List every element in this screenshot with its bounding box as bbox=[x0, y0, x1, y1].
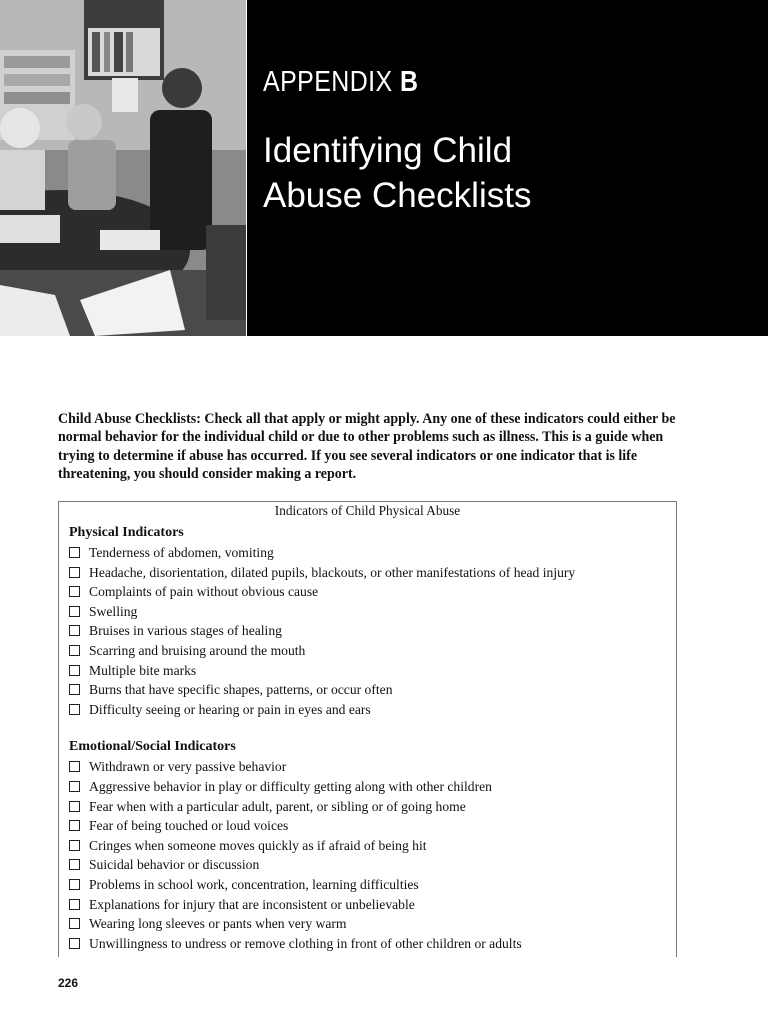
checklist-item[interactable]: Bruises in various stages of healing bbox=[69, 621, 676, 641]
checklist-item[interactable]: Wearing long sleeves or pants when very warm bbox=[69, 914, 676, 934]
checkbox[interactable] bbox=[69, 567, 80, 578]
checklist-item[interactable]: Scarring and bruising around the mouth bbox=[69, 641, 676, 661]
checkbox[interactable] bbox=[69, 625, 80, 636]
checkbox[interactable] bbox=[69, 704, 80, 715]
checklist-item[interactable]: Problems in school work, concentration, learning difficulties bbox=[69, 875, 676, 895]
checkbox[interactable] bbox=[69, 645, 80, 656]
checkbox[interactable] bbox=[69, 899, 80, 910]
checklist-item[interactable]: Aggressive behavior in play or difficulty getting along with other children bbox=[69, 777, 676, 797]
checklist-item[interactable]: Fear of being touched or loud voices bbox=[69, 816, 676, 836]
appendix-label bbox=[263, 66, 418, 99]
section-spacer bbox=[59, 719, 676, 737]
chapter-title bbox=[263, 128, 753, 218]
checkbox[interactable] bbox=[69, 586, 80, 597]
chapter-title-line-1: Identifying Child bbox=[263, 131, 513, 170]
checklist-item[interactable]: Tenderness of abdomen, vomiting bbox=[69, 543, 676, 563]
physical-indicators-list bbox=[59, 543, 676, 719]
checklist-item[interactable]: Cringes when someone moves quickly as if afraid of being hit bbox=[69, 836, 676, 856]
checklist-item[interactable]: Fear when with a particular adult, parent, or sibling or of going home bbox=[69, 797, 676, 817]
checkbox[interactable] bbox=[69, 684, 80, 695]
checklist-box bbox=[58, 501, 677, 957]
checkbox[interactable] bbox=[69, 840, 80, 851]
checklist-item[interactable]: Unwillingness to undress or remove clothing in front of other children or adults bbox=[69, 934, 676, 954]
chapter-photo bbox=[0, 0, 246, 336]
checklist-item[interactable]: Withdrawn or very passive behavior bbox=[69, 757, 676, 777]
checkbox[interactable] bbox=[69, 938, 80, 949]
checklist-item[interactable]: Burns that have specific shapes, patterns, or occur often bbox=[69, 680, 676, 700]
appendix-prefix: APPENDIX bbox=[263, 66, 393, 98]
checkbox[interactable] bbox=[69, 781, 80, 792]
checkbox[interactable] bbox=[69, 665, 80, 676]
appendix-letter: B bbox=[399, 66, 419, 98]
checklist-item[interactable]: Difficulty seeing or hearing or pain in eyes and ears bbox=[69, 700, 676, 720]
checklist-item[interactable]: Explanations for injury that are inconsistent or unbelievable bbox=[69, 895, 676, 915]
checkbox[interactable] bbox=[69, 606, 80, 617]
checkbox[interactable] bbox=[69, 879, 80, 890]
checklist-item[interactable]: Headache, disorientation, dilated pupils, blackouts, or other manifestations of head injury bbox=[69, 563, 676, 583]
checkbox[interactable] bbox=[69, 761, 80, 772]
checkbox[interactable] bbox=[69, 820, 80, 831]
physical-indicators-heading: Physical Indicators bbox=[69, 525, 184, 540]
chapter-title-line-2: Abuse Checklists bbox=[263, 176, 532, 215]
page-number: 226 bbox=[58, 976, 79, 990]
checkbox[interactable] bbox=[69, 801, 80, 812]
chapter-title-block bbox=[247, 0, 768, 336]
emotional-indicators-list bbox=[59, 757, 676, 953]
checklist-item[interactable]: Suicidal behavior or discussion bbox=[69, 855, 676, 875]
emotional-indicators-heading: Emotional/Social Indicators bbox=[69, 739, 236, 755]
checklist-item[interactable]: Complaints of pain without obvious cause bbox=[69, 582, 676, 602]
checklist-item[interactable]: Multiple bite marks bbox=[69, 661, 676, 681]
checkbox[interactable] bbox=[69, 918, 80, 929]
checkbox[interactable] bbox=[69, 859, 80, 870]
checklist-item[interactable]: Swelling bbox=[69, 602, 676, 622]
checkbox[interactable] bbox=[69, 547, 80, 558]
checklist-title: Indicators of Child Physical Abuse bbox=[274, 504, 461, 519]
intro-paragraph: Child Abuse Checklists: Check all that apply or might apply. Any one of these indicators could either be normal behavior for the individual child or due to other problems such as illness. This is a guide when trying to determine if abuse has occurred. If you see several indicators or one indicator that is life threatening, you should consider making a report. bbox=[58, 410, 676, 483]
